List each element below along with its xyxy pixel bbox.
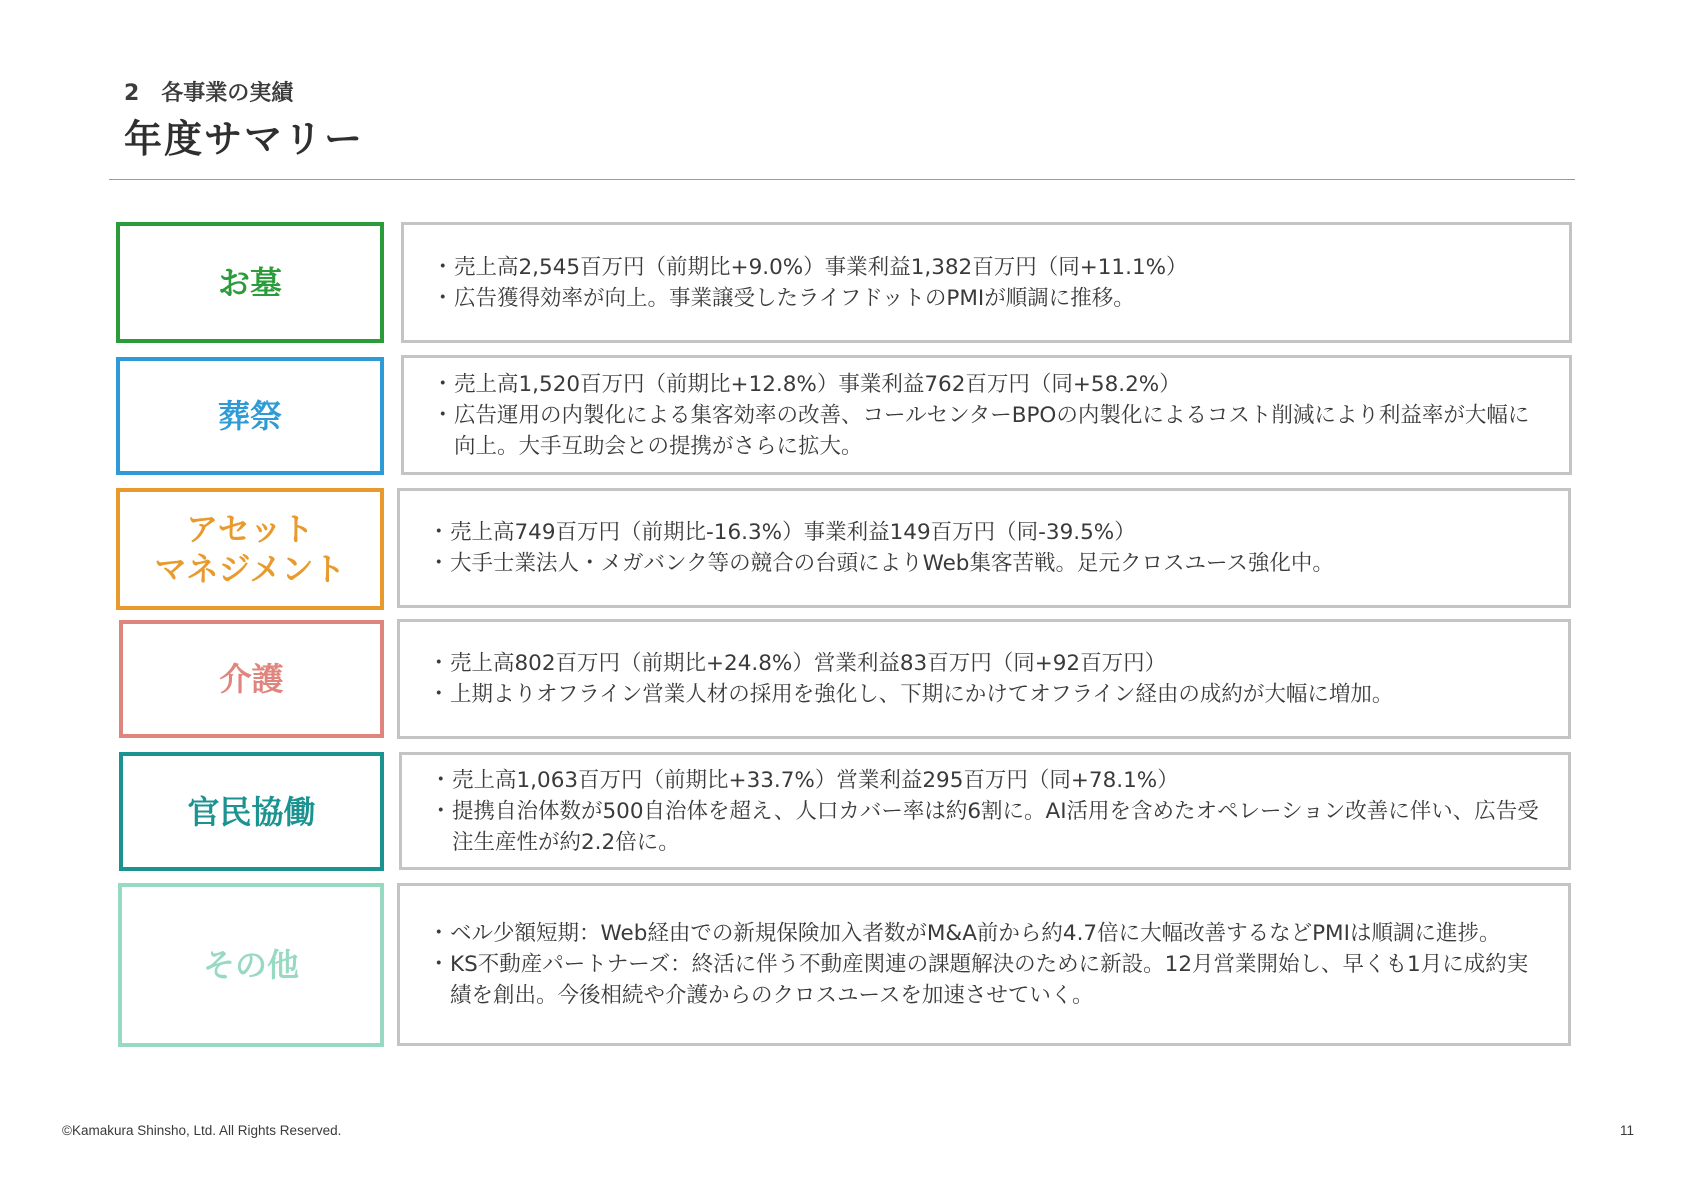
section-label: 2 各事業の実績	[124, 81, 294, 106]
segment-description-box	[401, 222, 1572, 343]
segment-label: その他	[202, 946, 299, 984]
bullet-text: 売上高1,063百万円（前期比+33.7%）営業利益295百万円（同+78.1%）	[452, 767, 1179, 793]
bullet-marker: ・	[430, 798, 452, 824]
footer-copyright: ©Kamakura Shinsho, Ltd. All Rights Reserved.	[62, 1123, 342, 1138]
segment-label: お墓	[217, 263, 282, 302]
segment-label: 介護	[219, 660, 284, 698]
segment-bullet	[432, 252, 1543, 283]
segment-bullet	[428, 517, 1542, 548]
segment-bullet	[430, 765, 1542, 796]
segment-label: アセット マネジメント	[154, 510, 346, 588]
bullet-text: ベル少額短期：Web経由での新規保険加入者数がM&A前から約4.7倍に大幅改善するなどPMIは順調に進捗。	[450, 921, 1501, 946]
bullet-marker: ・	[428, 651, 450, 676]
page-number: 11	[1620, 1123, 1635, 1138]
bullet-marker: ・	[432, 371, 454, 397]
segment-bullet	[428, 679, 1542, 710]
segment-bullet	[428, 918, 1542, 949]
page-title: 年度サマリー	[124, 117, 365, 161]
bullet-text: KS不動産パートナーズ：終活に伴う不動産関連の課題解決のために新設。12月営業開始し、早くも1月に成約実績を創出。今後相続や介護からのクロスユースを加速させていく。	[450, 952, 1529, 1008]
segment-bullet	[428, 648, 1542, 679]
segment-label-box	[119, 620, 384, 738]
segment-description-box	[397, 619, 1571, 739]
segment-label: 官民協働	[187, 792, 316, 831]
segment-description-box	[397, 883, 1571, 1046]
segment-bullet	[432, 400, 1543, 462]
segment-label-box	[116, 222, 384, 343]
bullet-marker: ・	[428, 921, 450, 946]
bullet-text: 上期よりオフライン営業人材の採用を強化し、下期にかけてオフライン経由の成約が大幅に増加。	[450, 682, 1394, 707]
bullet-marker: ・	[428, 682, 450, 707]
bullet-marker: ・	[432, 402, 454, 428]
bullet-marker: ・	[432, 285, 454, 311]
bullet-text: 売上高1,520百万円（前期比+12.8%）事業利益762百万円（同+58.2%）	[454, 371, 1181, 397]
segment-bullet	[432, 369, 1543, 400]
title-divider	[109, 179, 1575, 180]
segment-label-box	[118, 883, 384, 1047]
bullet-marker: ・	[428, 952, 450, 977]
segment-description-box	[401, 355, 1572, 475]
segment-bullet	[430, 796, 1542, 858]
bullet-marker: ・	[428, 551, 450, 576]
bullet-text: 売上高749百万円（前期比-16.3%）事業利益149百万円（同-39.5%）	[450, 520, 1136, 545]
bullet-marker: ・	[428, 520, 450, 545]
segment-label: 葬祭	[217, 397, 282, 435]
segment-bullet	[428, 548, 1542, 579]
segment-description-box	[399, 752, 1571, 870]
bullet-text: 売上高2,545百万円（前期比+9.0%）事業利益1,382百万円（同+11.1%）	[454, 254, 1188, 280]
segment-bullet	[428, 949, 1542, 1011]
bullet-text: 広告運用の内製化による集客効率の改善、コールセンターBPOの内製化によるコスト削減により利益率が大幅に向上。大手互助会との提携がさらに拡大。	[454, 402, 1530, 459]
bullet-marker: ・	[432, 254, 454, 280]
bullet-text: 売上高802百万円（前期比+24.8%）営業利益83百万円（同+92百万円）	[450, 651, 1167, 676]
bullet-marker: ・	[430, 767, 452, 793]
segment-label-box	[119, 752, 384, 871]
segment-bullet	[432, 283, 1543, 314]
segment-label-box	[116, 357, 384, 475]
segment-label-box	[116, 488, 384, 610]
bullet-text: 広告獲得効率が向上。事業譲受したライフドットのPMIが順調に推移。	[454, 285, 1135, 311]
bullet-text: 提携自治体数が500自治体を超え、人口カバー率は約6割に。AI活用を含めたオペレーション改善に伴い、広告受注生産性が約2.2倍に。	[452, 798, 1539, 855]
bullet-text: 大手士業法人・メガバンク等の競合の台頭によりWeb集客苦戦。足元クロスユース強化中。	[450, 551, 1334, 576]
segment-description-box	[397, 488, 1571, 608]
